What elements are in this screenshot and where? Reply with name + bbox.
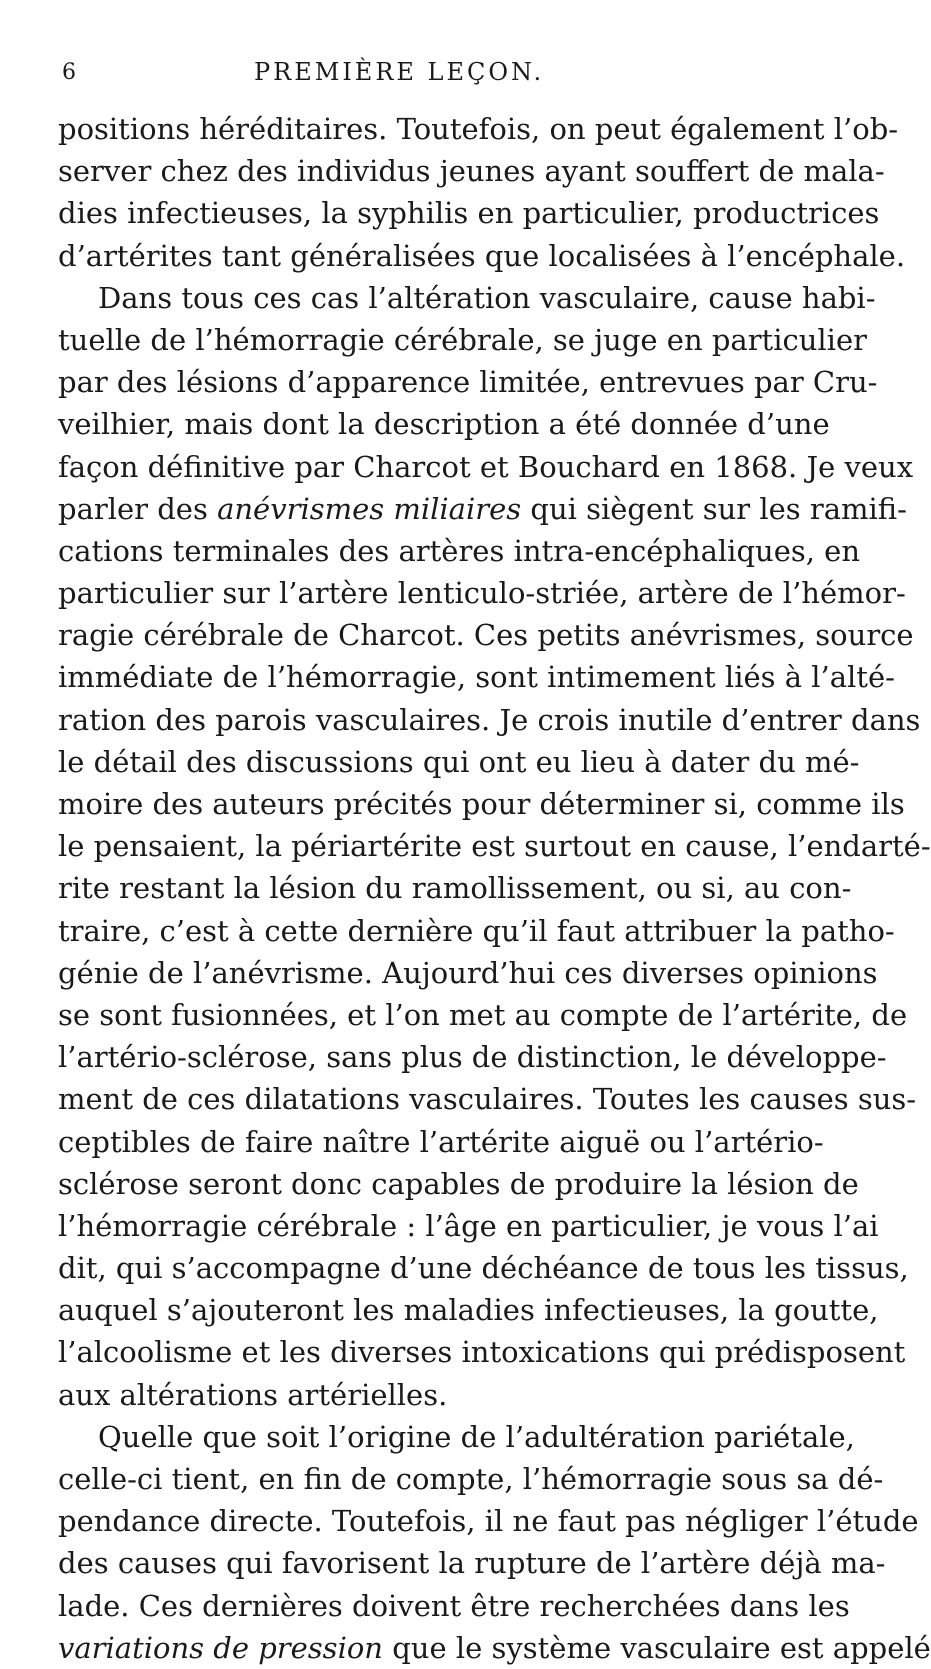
text-line: ceptibles de faire naître l’artérite aiguë ou l’artério- [58,1124,824,1159]
text-line: veilhier, mais dont la description a été donnée d’une [58,407,830,442]
line-segment: qui siègent sur les ramifi- [521,491,907,526]
text-line: moire des auteurs précités pour déterminer si, comme ils [58,787,905,821]
text-line: le détail des discussions qui ont eu lieu à dater du mé- [58,744,860,779]
text-line: particulier sur l’artère lenticulo-striée, artère de l’hémor- [58,576,906,611]
line-segment: parler des [58,491,218,526]
text-line: traire, c’est à cette dernière qu’il faut attribuer la patho- [58,913,895,948]
italic-term: variations de pression [58,1630,383,1665]
paragraph-end-line: aux altérations artérielles. [58,1377,448,1412]
text-line: sclérose seront donc capables de produire la lésion de [58,1166,859,1201]
text-line: par des lésions d’apparence limitée, entrevues par Cru- [58,365,878,400]
text-line: se sont fusionnées, et l’on met au compte de l’artérite, de [58,997,908,1032]
text-line: lade. Ces dernières doivent être recherchées dans les [58,1588,850,1623]
text-line: façon définitive par Charcot et Bouchard en 1868. Je veux [58,449,914,484]
paragraph-start-line: Quelle que soit l’origine de l’adultération pariétale, [98,1419,855,1454]
running-title: PREMIÈRE LEÇON. [254,58,545,86]
text-line: l’hémorragie cérébrale : l’âge en particulier, je vous l’ai [58,1208,879,1243]
text-line: l’alcoolisme et les diverses intoxications qui prédisposent [58,1335,906,1370]
text-line: d’artérites tant généralisées que localisées à l’encéphale. [58,238,906,273]
paragraph-start-line: Dans tous ces cas l’altération vasculaire, cause habi- [98,280,876,315]
text-line: cations terminales des artères intra-encéphaliques, en [58,533,861,568]
text-line: rite restant la lésion du ramollissement, ou si, au con- [58,871,852,906]
text-line: des causes qui favorisent la rupture de l’artère déjà ma- [58,1546,886,1581]
text-line: ration des parois vasculaires. Je crois inutile d’entrer dans [58,702,921,737]
text-line: dit, qui s’accompagne d’une déchéance de tous les tissus, [58,1251,909,1286]
text-line: auquel s’ajouteront les maladies infectieuses, la goutte, [58,1293,879,1328]
text-line: server chez des individus jeunes ayant souffert de mala- [58,154,885,189]
text-line: celle-ci tient, en fin de compte, l’hémorragie sous sa dé- [58,1462,884,1496]
text-line: génie de l’anévrisme. Aujourd’hui ces diverses opinions [58,955,878,990]
text-line: le pensaient, la périartérite est surtout en cause, l’endarté- [58,829,931,864]
text-line: pendance directe. Toutefois, il ne faut pas négliger l’étude [58,1504,919,1539]
text-line: immédiate de l’hémorragie, sont intimement liés à l’alté- [58,660,895,695]
page-number: 6 [62,60,77,85]
text-line-with-italic [58,488,907,530]
text-line: ment de ces dilatations vasculaires. Toutes les causes sus- [58,1082,917,1117]
text-line: positions héréditaires. Toutefois, on peut également l’ob- [58,112,899,146]
line-segment: que le système vasculaire est appelé [382,1630,931,1665]
text-line: l’artério-sclérose, sans plus de distinction, le développe- [58,1040,887,1075]
text-line: ragie cérébrale de Charcot. Ces petits anévrismes, source [58,618,914,653]
body-text [58,108,931,1669]
text-line-with-italic [58,1627,931,1669]
running-head [62,58,762,98]
italic-term: anévrismes miliaires [217,491,522,526]
text-line: dies infectieuses, la syphilis en particulier, productrices [58,196,880,231]
text-line: tuelle de l’hémorragie cérébrale, se juge en particulier [58,322,867,357]
